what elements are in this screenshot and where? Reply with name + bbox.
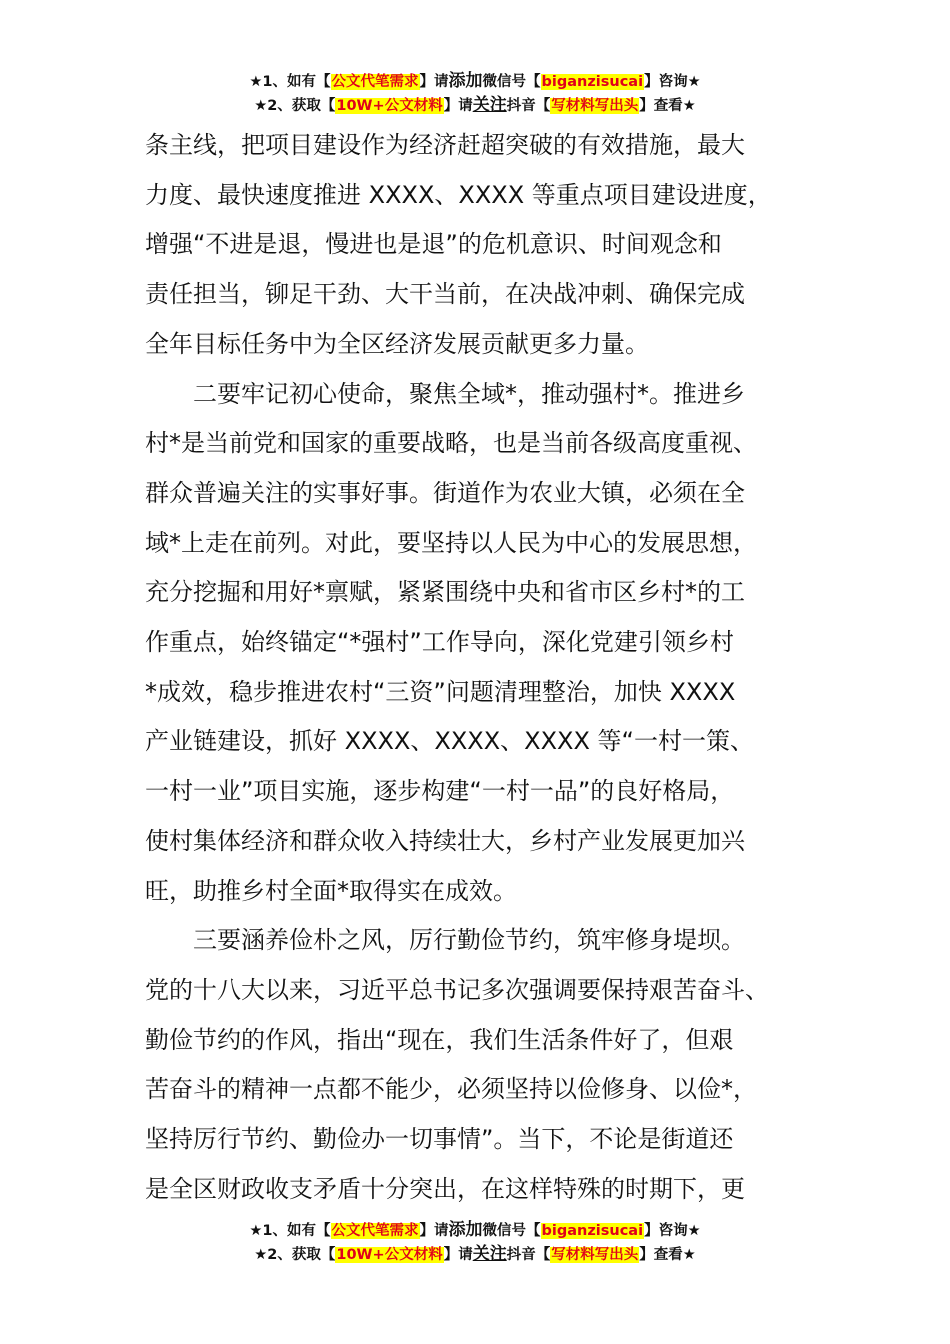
banner-highlight: 10W+公文材料: [336, 98, 443, 114]
banner-emphasis: 关注: [472, 1244, 507, 1264]
body-line: 群众普遍关注的实事好事。街道作为农业大镇，必须在全: [145, 478, 745, 507]
banner-text: ★1、如有【: [249, 1223, 331, 1239]
body-line: 责任担当，铆足干劲、大干当前，在决战冲刺、确保完成: [145, 280, 745, 309]
header-banner: [0, 70, 950, 118]
body-line: 增强“不进是退，慢进也是退”的危机意识、时间观念和: [145, 230, 722, 259]
banner-text: ★2、获取【: [254, 1247, 336, 1263]
body-line: *成效，稳步推进农村“三资”问题清理整治，加快 XXXX: [145, 677, 736, 706]
banner-text: 微信号【: [482, 74, 541, 90]
body-line: 三要涵养俭朴之风，厉行勤俭节约，筑牢修身堤坝。: [193, 926, 745, 955]
banner-emphasis: 关注: [472, 95, 507, 115]
banner-text: 】查看★: [639, 98, 696, 114]
body-line: 二要牢记初心使命，聚焦全域*，推动强村*。推进乡: [193, 379, 745, 408]
banner-highlight: 写材料写出头: [551, 98, 639, 114]
banner-line-1: [0, 70, 950, 94]
body-line: 充分挖掘和用好*禀赋，紧紧围绕中央和省市区乡村*的工: [145, 578, 745, 607]
banner-highlight: 10W+公文材料: [336, 1247, 443, 1263]
body-line: 勤俭节约的作风，指出“现在，我们生活条件好了，但艰: [145, 1025, 734, 1054]
banner-highlight: biganzisucai: [541, 74, 644, 90]
body-line: 使村集体经济和群众收入持续壮大，乡村产业发展更加兴: [145, 826, 745, 855]
body-line: 一村一业”项目实施，逐步构建“一村一品”的良好格局，: [145, 777, 735, 806]
body-line: 域*上走在前列。对此，要坚持以人民为中心的发展思想，: [145, 528, 757, 557]
document-body: [145, 121, 807, 1214]
banner-line-1: [0, 1219, 950, 1243]
banner-text: 】请: [443, 1247, 473, 1263]
banner-line-2: [0, 1243, 950, 1267]
body-line: 是全区财政收支矛盾十分突出，在这样特殊的时期下，更: [145, 1174, 745, 1203]
banner-text: ★1、如有【: [249, 74, 331, 90]
banner-line-2: [0, 94, 950, 118]
banner-text: 】请: [419, 74, 449, 90]
body-line: 坚持厉行节约、勤俭办一切事情”。当下，不论是街道还: [145, 1125, 734, 1154]
body-line: 苦奋斗的精神一点都不能少，必须坚持以俭修身、以俭*，: [145, 1075, 757, 1104]
body-line: 党的十八大以来，习近平总书记多次强调要保持艰苦奋斗、: [145, 975, 769, 1004]
banner-text: 】咨询★: [644, 1223, 701, 1239]
banner-text: 】请: [419, 1223, 449, 1239]
banner-highlight: 写材料写出头: [551, 1247, 639, 1263]
banner-text: 微信号【: [482, 1223, 541, 1239]
banner-emphasis: 添加: [448, 1220, 483, 1240]
banner-emphasis: 添加: [448, 71, 483, 91]
body-line: 产业链建设，抓好 XXXX、XXXX、XXXX 等“一村一策、: [145, 727, 754, 756]
banner-text: ★2、获取【: [254, 98, 336, 114]
banner-text: 抖音【: [506, 98, 551, 114]
body-line: 村*是当前党和国家的重要战略，也是当前各级高度重视、: [145, 429, 757, 458]
body-line: 力度、最快速度推进 XXXX、XXXX 等重点项目建设进度，: [145, 180, 772, 209]
body-line: 旺，助推乡村全面*取得实在成效。: [145, 876, 517, 905]
banner-highlight: 公文代笔需求: [331, 74, 419, 90]
footer-banner: [0, 1219, 950, 1267]
body-line: 作重点，始终锚定“*强村”工作导向，深化党建引领乡村: [145, 628, 734, 657]
banner-text: 】查看★: [639, 1247, 696, 1263]
banner-highlight: biganzisucai: [541, 1223, 644, 1239]
banner-highlight: 公文代笔需求: [331, 1223, 419, 1239]
banner-text: 抖音【: [506, 1247, 551, 1263]
body-line: 全年目标任务中为全区经济发展贡献更多力量。: [145, 329, 649, 358]
body-line: 条主线，把项目建设作为经济赶超突破的有效措施，最大: [145, 131, 745, 159]
banner-text: 】咨询★: [644, 74, 701, 90]
banner-text: 】请: [443, 98, 473, 114]
